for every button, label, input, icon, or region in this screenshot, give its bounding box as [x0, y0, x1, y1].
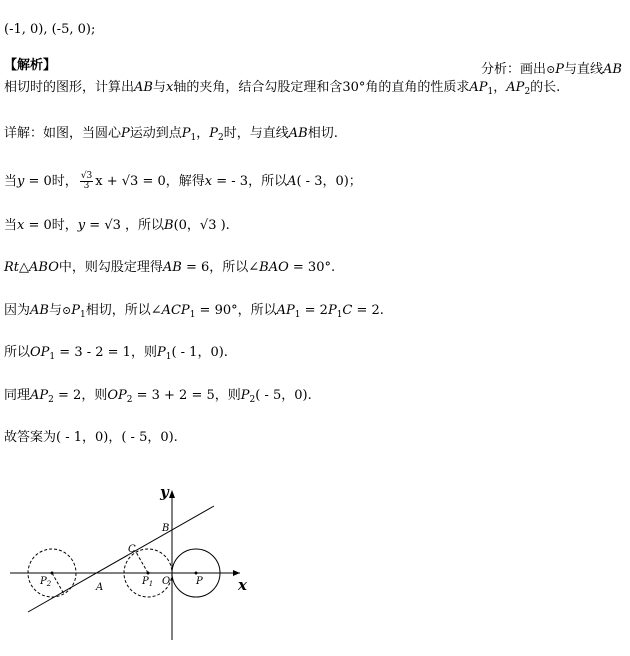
analysis-heading: 【解析】	[4, 58, 57, 73]
text: 与	[48, 303, 62, 318]
y-axis-label: y	[160, 483, 169, 501]
label-p: P	[196, 576, 203, 587]
text: 当	[4, 174, 18, 189]
p-var: P	[71, 303, 80, 318]
text: 时，与直线	[223, 126, 289, 141]
point-a: A	[287, 174, 297, 189]
text: 相切，所以∠	[85, 303, 162, 318]
angle-bao: BAO	[259, 260, 289, 275]
x-axis-label: x	[238, 576, 247, 594]
sub: 1	[189, 310, 196, 320]
x-var: x	[204, 174, 213, 189]
sub: 2	[48, 395, 54, 405]
text: 相切时的图形，计算出	[4, 80, 135, 95]
label-b: B	[162, 523, 170, 534]
text: 同理	[4, 388, 31, 403]
text: = 2.	[352, 303, 384, 318]
line-ab: AB	[162, 260, 182, 275]
p-var: P	[209, 126, 219, 141]
circle-symbol: ⊙	[61, 304, 72, 317]
radius-p2	[52, 573, 64, 594]
line-ab: AB	[134, 80, 153, 95]
text: 因为	[4, 303, 31, 318]
analysis-label: 分析：画出	[481, 62, 547, 77]
text: ( - 1，0).	[171, 345, 228, 360]
line-ab: AB	[288, 126, 308, 141]
label-a: A	[96, 582, 104, 593]
text: 当	[4, 218, 18, 233]
answer-line: (-1, 0), (-5, 0);	[4, 22, 96, 37]
line-ab: AB	[603, 62, 622, 77]
sub: 1	[487, 87, 494, 97]
text: 运动到点	[129, 126, 182, 141]
sub: 1	[79, 310, 86, 320]
c-var: C	[342, 303, 353, 318]
frac-den: 3	[83, 181, 90, 191]
frac-num: √3	[80, 171, 93, 181]
circle-symbol: ⊙	[546, 63, 556, 76]
text: = 0时，	[24, 218, 78, 233]
label-o: O	[162, 576, 171, 587]
ap: AP	[469, 80, 488, 95]
radius-p1c	[136, 552, 148, 573]
final-answer: 故答案为( - 1，0)，( - 5，0).	[4, 430, 178, 445]
angle-30: 30°	[342, 80, 366, 95]
sub: 1	[294, 310, 301, 320]
x-var: x	[165, 80, 174, 95]
text: ( - 3，0)；	[296, 174, 362, 189]
text: 轴的夹角，结合勾股定理和含	[173, 80, 343, 95]
ap: AP	[30, 388, 49, 403]
sub: 1	[49, 352, 56, 362]
text: (0，√3 ).	[173, 218, 230, 233]
text: 中，则勾股定理得	[58, 260, 163, 275]
p-var: P	[121, 126, 130, 141]
analysis-tail: 与直线	[564, 62, 604, 77]
y-var: y	[77, 218, 86, 233]
sub: 2	[524, 87, 531, 97]
text: 角的直角的性质求	[365, 80, 470, 95]
comma: ，	[196, 126, 210, 141]
text: = - 3，所以	[212, 174, 288, 189]
sub: 2	[218, 133, 224, 143]
text: = 2	[300, 303, 328, 318]
op: OP	[107, 388, 127, 403]
circle-p: P	[555, 62, 565, 77]
text: = √3 ，所以	[85, 218, 165, 233]
triangle: △	[19, 260, 30, 275]
p-var: P	[156, 345, 166, 360]
center-p2	[51, 572, 54, 575]
ap: AP	[276, 303, 295, 318]
label-c: C	[128, 544, 136, 555]
sub: 2	[249, 395, 256, 405]
text: = 90°，所以	[195, 303, 277, 318]
p-var: P	[240, 388, 250, 403]
text: = 0时，	[24, 174, 78, 189]
text: 所以	[4, 345, 31, 360]
text: x + √3 = 0，解得	[95, 174, 205, 189]
center-p	[195, 572, 198, 575]
text: 与	[152, 80, 166, 95]
angle-acp: ACP	[161, 303, 190, 318]
abo: ABO	[29, 260, 59, 275]
text: 详解：如图，当圆心	[4, 126, 122, 141]
line-ab	[28, 506, 214, 612]
line-ab: AB	[30, 303, 49, 318]
y-axis-arrow	[169, 490, 175, 498]
rt: Rt	[4, 260, 20, 275]
label-p2: $P_2$	[40, 576, 52, 588]
op: OP	[30, 345, 50, 360]
text: = 2，则	[53, 388, 108, 403]
x-var: x	[17, 218, 25, 233]
label-p1: $P_1$	[142, 576, 154, 588]
text: 相切.	[307, 126, 338, 141]
comma: ，	[493, 80, 507, 95]
p-var: P	[181, 126, 191, 141]
center-p1	[147, 572, 150, 575]
sub: 1	[165, 352, 172, 362]
sub: 2	[126, 395, 133, 405]
text: ( - 5，0).	[255, 388, 312, 403]
text: = 6，所以∠	[181, 260, 260, 275]
point-b: B	[164, 218, 174, 233]
p-var: P	[327, 303, 337, 318]
text: 的长.	[530, 80, 561, 95]
y-var: y	[17, 174, 25, 189]
text: = 3 - 2 = 1，则	[55, 345, 157, 360]
ap: AP	[506, 80, 525, 95]
sub: 1	[190, 133, 197, 143]
text: = 30°.	[288, 260, 336, 275]
sub: 1	[336, 310, 343, 320]
text: = 3 + 2 = 5，则	[132, 388, 241, 403]
